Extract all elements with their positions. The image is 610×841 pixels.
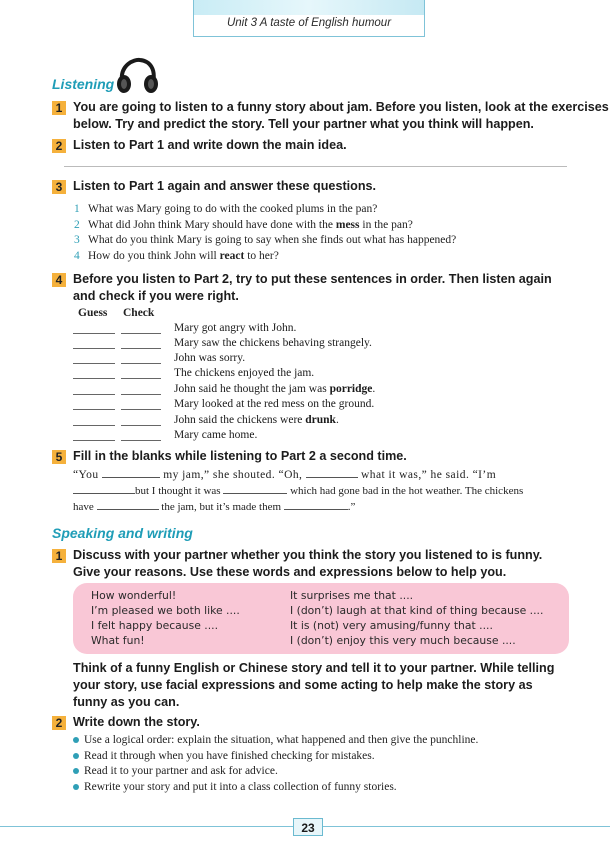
guess-blank[interactable] xyxy=(73,440,115,441)
guess-blank[interactable] xyxy=(73,333,115,334)
q3-instruction: Listen to Part 1 again and answer these questions. xyxy=(73,179,377,193)
expression-item: I’m pleased we both like .... xyxy=(91,604,240,617)
question-number-3: 3 xyxy=(52,180,66,194)
question-number-1: 1 xyxy=(52,549,66,563)
sentence-text: John said the chickens were drunk. xyxy=(174,414,339,426)
guess-blank[interactable] xyxy=(73,425,115,426)
cloze-line-1: “You my jam,” she shouted. “Oh, what it was,” he said. “I’m xyxy=(73,469,497,481)
column-header-check: Check xyxy=(123,307,155,319)
question-number-4: 4 xyxy=(52,273,66,287)
story-instruction-line2: your story, use facial expressions and some acting to help make the story as xyxy=(73,678,533,692)
section-title-listening: Listening xyxy=(52,76,115,92)
page-number: 23 xyxy=(293,818,323,836)
story-instruction-line3: funny as you can. xyxy=(73,695,180,709)
expression-item: I felt happy because .... xyxy=(91,619,219,632)
list-item: Read it to your partner and ask for advice. xyxy=(73,764,563,780)
q1-instruction-line1: You are going to listen to a funny story about jam. Before you listen, look at the exercises xyxy=(73,100,609,114)
q4-instruction-line1: Before you listen to Part 2, try to put these sentences in order. Then listen again xyxy=(73,272,552,286)
sentence-text: Mary looked at the red mess on the ground. xyxy=(174,398,375,410)
sentence-text: Mary saw the chickens behaving strangely. xyxy=(174,337,372,349)
cloze-blank[interactable] xyxy=(223,493,287,494)
speaking-q1-instruction-line2: Give your reasons. Use these words and expressions below to help you. xyxy=(73,565,507,579)
writing-tips-list xyxy=(73,733,563,795)
list-item: 4 How do you think John will react to her? xyxy=(74,249,279,262)
banner-decoration xyxy=(194,0,424,15)
check-blank[interactable] xyxy=(121,409,161,410)
column-header-guess: Guess xyxy=(78,307,108,319)
list-item: 2 What did John think Mary should have done with the mess in the pan? xyxy=(74,218,413,231)
speaking-q1-instruction-line1: Discuss with your partner whether you think the story you listened to is funny. xyxy=(73,548,543,562)
list-item: 1 What was Mary going to do with the cooked plums in the pan? xyxy=(74,203,378,215)
q4-instruction-line2: and check if you were right. xyxy=(73,289,239,303)
list-item: 3 What do you think Mary is going to say when she finds out what has happened? xyxy=(74,234,457,246)
sentence-text: John said he thought the jam was porridge. xyxy=(174,383,376,395)
q3-question-list xyxy=(74,202,554,264)
expression-item: How wonderful! xyxy=(91,589,177,602)
expression-item: It is (not) very amusing/funny that .... xyxy=(290,619,493,632)
list-item: Read it through when you have finished checking for mistakes. xyxy=(73,749,563,765)
cloze-blank[interactable] xyxy=(73,493,135,494)
cloze-line-2: but I thought it was which had gone bad in the hot weather. The chickens xyxy=(73,484,523,500)
cloze-blank[interactable] xyxy=(306,477,358,478)
story-instruction-line1: Think of a funny English or Chinese story and tell it to your partner. While telling xyxy=(73,661,555,675)
list-item: Rewrite your story and put it into a class collection of funny stories. xyxy=(73,780,563,796)
sentence-text: Mary got angry with John. xyxy=(174,322,297,334)
speaking-q2-instruction: Write down the story. xyxy=(73,715,200,729)
expression-item: I (don’t) laugh at that kind of thing because .... xyxy=(290,604,544,617)
bullet-icon xyxy=(73,784,79,790)
unit-banner xyxy=(193,0,425,37)
check-blank[interactable] xyxy=(121,378,161,379)
check-blank[interactable] xyxy=(121,348,161,349)
guess-blank[interactable] xyxy=(73,394,115,395)
check-blank[interactable] xyxy=(121,333,161,334)
bullet-icon xyxy=(73,753,79,759)
cloze-blank[interactable] xyxy=(284,509,348,510)
unit-title: Unit 3 A taste of English humour xyxy=(226,17,392,29)
q2-instruction: Listen to Part 1 and write down the main idea. xyxy=(73,138,347,152)
check-blank[interactable] xyxy=(121,394,161,395)
expressions-box xyxy=(73,583,569,654)
guess-blank[interactable] xyxy=(73,378,115,379)
list-item: Use a logical order: explain the situation, what happened and then give the punchline. xyxy=(73,733,563,749)
question-number-5: 5 xyxy=(52,450,66,464)
expression-item: I (don’t) enjoy this very much because .... xyxy=(290,634,516,647)
guess-blank[interactable] xyxy=(73,409,115,410)
q1-instruction-line2: below. Try and predict the story. Tell your partner what you think will happen. xyxy=(73,117,534,131)
cloze-blank[interactable] xyxy=(97,509,159,510)
expression-item: What fun! xyxy=(91,634,145,647)
headphones-icon xyxy=(114,57,160,95)
section-title-speaking-writing: Speaking and writing xyxy=(52,525,193,541)
guess-blank[interactable] xyxy=(73,348,115,349)
question-number-2: 2 xyxy=(52,716,66,730)
question-number-1: 1 xyxy=(52,101,66,115)
expression-item: It surprises me that .... xyxy=(290,589,414,602)
answer-line xyxy=(64,166,567,167)
sentence-text: The chickens enjoyed the jam. xyxy=(174,367,315,379)
q5-instruction: Fill in the blanks while listening to Part 2 a second time. xyxy=(73,449,407,463)
guess-blank[interactable] xyxy=(73,363,115,364)
check-blank[interactable] xyxy=(121,425,161,426)
sentence-text: John was sorry. xyxy=(174,352,246,364)
bullet-icon xyxy=(73,768,79,774)
bullet-icon xyxy=(73,737,79,743)
cloze-line-3: have the jam, but it’s made them .” xyxy=(73,501,356,513)
question-number-2: 2 xyxy=(52,139,66,153)
check-blank[interactable] xyxy=(121,363,161,364)
sentence-text: Mary came home. xyxy=(174,429,258,441)
check-blank[interactable] xyxy=(121,440,161,441)
cloze-blank[interactable] xyxy=(102,477,160,478)
